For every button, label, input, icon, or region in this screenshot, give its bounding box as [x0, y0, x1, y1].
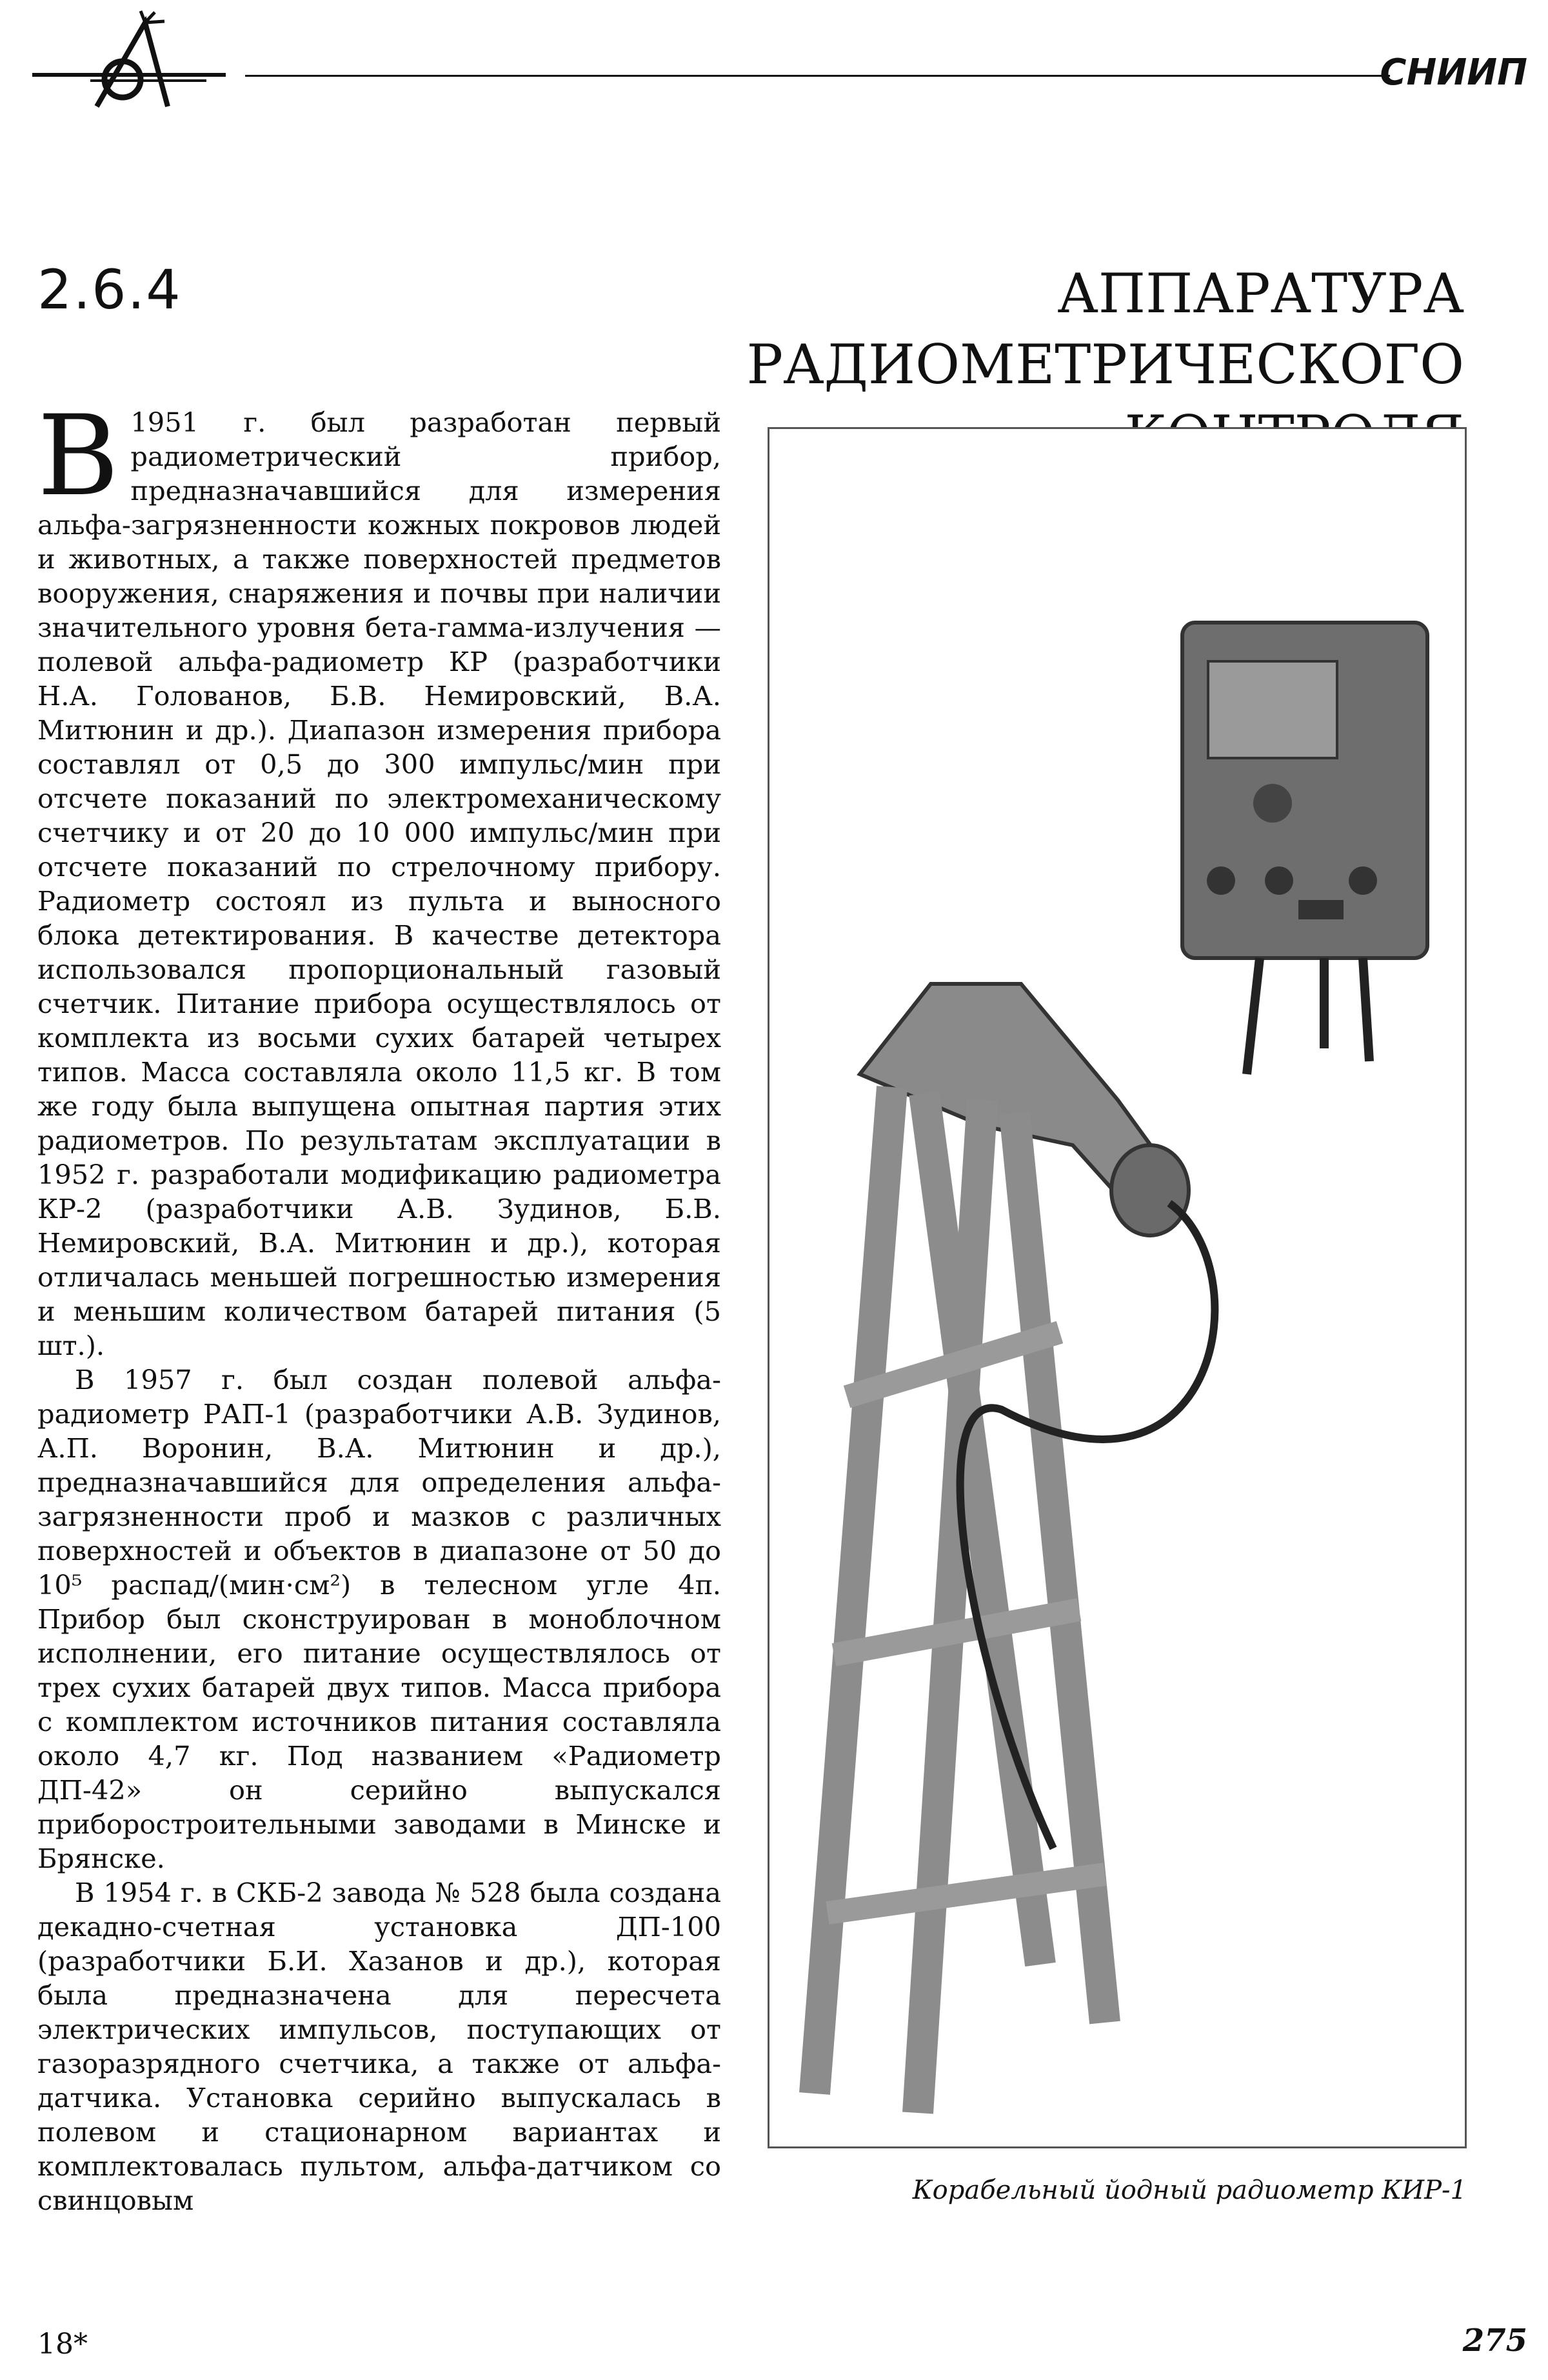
article-body [37, 391, 721, 2217]
page-header [0, 0, 1548, 129]
detector-stand-icon [815, 984, 1215, 2113]
control-panel-icon [1182, 623, 1427, 1074]
publisher-logo-icon [84, 10, 213, 113]
section-title: АППАРАТУРА РАДИОМЕТРИЧЕСКОГО [746, 262, 1464, 396]
header-rule-left [32, 73, 226, 77]
paragraph [37, 391, 721, 1363]
header-rule-right [245, 75, 1390, 77]
paragraph-text: 1951 г. был разработан первый радиометрический прибор, предназначавшийся для измерения альфа-загрязненности кожных покровов людей и животных, а также поверхностей предметов вооружения, снаряжения и почвы при наличии значительного уровня бета-гамма-излучения — полевой альфа-радиометр КР (разработчики Н.А. Голованов, Б.В. Немировский, В.А. Митюнин и др.). Диапазон измерения прибора составлял от 0,5 до 300 импульс/мин при отсчете показаний по электромеханическому счетчику и от 20 до 10 000 импульс/мин при отсчете показаний по стрелочному прибору. Радиометр состоял из пульта и выносного блока детектирования. В качестве детектора использовался пропорциональный газовый счетчик. Питание прибора осуществлялось от комплекта из восьми сухих батарей четырех типов. Масса составляла около 11,5 кг. В том же году была выпущена опытная партия этих радиометров. По результатам эксплуатации в 1952 г. разработали модификацию радиометра КР-2 (разработчики А.В. Зудинов, Б.В. Немировский, В.А. Митюнин и др.), которая отличалась меньшей погрешностью измерения и меньшим количеством батарей питания (5 шт.). [37, 406, 721, 1361]
signature-mark: 18* [37, 2328, 88, 2361]
figure-frame [768, 427, 1467, 2148]
figure-caption: Корабельный йодный радиометр КИР-1 [912, 2175, 1467, 2205]
section-number: 2.6.4 [37, 258, 182, 321]
journal-name: СНИИП [1380, 52, 1527, 94]
radiometer-photo-icon [769, 429, 1465, 2146]
paragraph: В 1954 г. в СКБ-2 завода № 528 была создана декадно-счетная установка ДП-100 (разработчики Б.И. Хазанов и др.), которая была предназначена для пересчета электрических импульсов, поступающих от газоразрядного счетчика, а также от альфа-датчика. Установка серийно выпускалась в полевом и стационарном вариантах и комплектовалась пультом, альфа-датчиком со свинцовым [37, 1877, 721, 2216]
paragraph: В 1957 г. был создан полевой альфа-радиометр РАП-1 (разработчики А.В. Зудинов, А.П. Воронин, В.А. Митюнин и др.), предназначавшийся для определения альфа-загрязненности проб и мазков с различных поверхностей и объектов в диапазоне от 50 до 10⁵ распад/(мин·см²) в телесном угле 4π. Прибор был сконструирован в моноблочном исполнении, его питание осуществлялось от трех сухих батарей двух типов. Масса прибора с комплектом источников питания составляла около 4,7 кг. Под названием «Радиометр ДП-42» он серийно выпускался приборостроительными заводами в Минске и Брянске. [37, 1364, 721, 1874]
drop-cap: В [37, 391, 119, 521]
page-number: 275 [1462, 2323, 1527, 2359]
